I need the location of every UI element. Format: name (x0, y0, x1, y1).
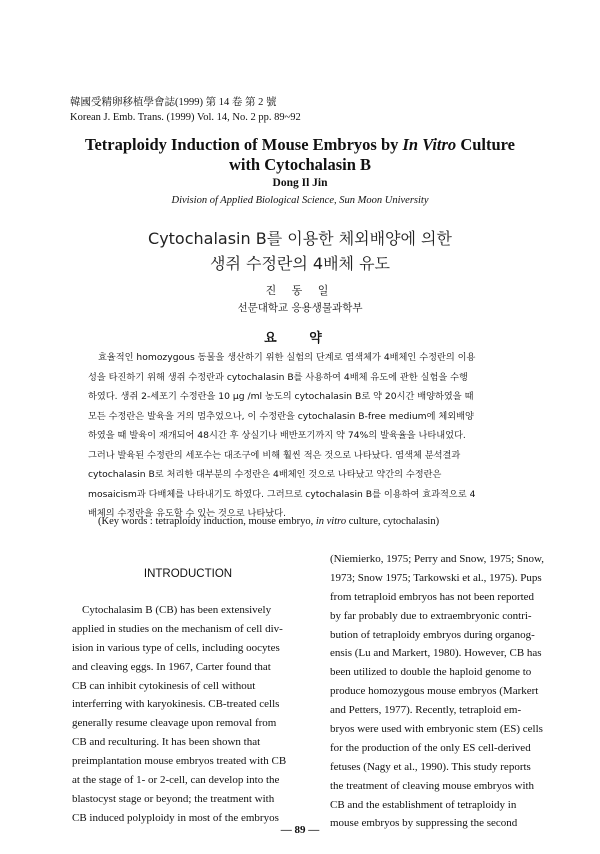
body-line: and Petters, 1977). Recently, tetraploid em- (330, 704, 522, 717)
left-column (72, 548, 304, 828)
body-line: bryos were used with embryonic stem (ES) cells (330, 723, 543, 736)
section-heading-introduction: INTRODUCTION (143, 568, 233, 580)
journal-line-english: Korean J. Emb. Trans. (1999) Vol. 14, No. 2 pp. 89~92 (70, 112, 301, 123)
abstract-line: 하였다. 생쥐 2-세포기 수정란을 10 μg /ml 농도의 cytochalasin B로 약 20시간 배양하였을 때 (88, 391, 474, 402)
right-column (330, 550, 564, 833)
abstract-line: 효율적인 homozygous 동물을 생산하기 위한 실험의 단계로 염색체가 4배체인 수정란의 이용 (98, 352, 476, 363)
body-line: been utilized to double the haploid genome to (330, 666, 532, 679)
body-line: from tetraploid embryos has not been reported (330, 590, 535, 603)
body-line: for the production of the only ES cell-derived (330, 741, 531, 754)
abstract-heading: 요 약 (264, 331, 336, 346)
body-line: bution of tetraploidy embryos during organog- (330, 628, 535, 641)
keywords-italic: in vitro (315, 516, 347, 527)
page-number: — 89 — (280, 824, 320, 836)
title-italic: In Vitro (402, 135, 457, 154)
body-line: 1973; Snow 1975; Tarkowski et al., 1975). Pups (330, 571, 542, 584)
body-line: CB and reculturing. It has been shown that (72, 736, 261, 749)
journal-header (70, 95, 301, 125)
abstract-line: cytochalasin B로 처리한 대부분의 수정란은 4배체인 것으로 나타났고 약간의 수정란은 (88, 469, 442, 480)
body-line: by far probably due to extraembryonic contri- (330, 609, 532, 622)
body-line: and cleaving eggs. In 1967, Carter found that (72, 660, 271, 673)
keywords (98, 516, 439, 527)
body-line: blastocyst stage or beyond; the treatment with (72, 792, 275, 805)
body-line: CB induced polyploidy in most of the embryos (72, 811, 279, 824)
body-line: applied in studies on the mechanism of cell div- (72, 622, 283, 635)
body-line: mouse embryos by suppressing the second (330, 817, 518, 830)
affiliation-korean: 선문대학교 응용생물과학부 (237, 302, 363, 314)
body-line: CB can inhibit cytokinesis of cell without (72, 679, 256, 692)
korean-title-line2: 생쥐 수정란의 4배체 유도 (210, 254, 390, 273)
body-line: preimplantation mouse embryos treated with CB (72, 755, 287, 768)
body-line: ision in various type of cells, including oocytes (72, 641, 280, 654)
body-line: (Niemierko, 1975; Perry and Snow, 1975; Snow, (330, 553, 544, 565)
journal-line-korean: 韓國受精卵移植學會誌(1999) 第 14 卷 第 2 號 (70, 97, 277, 108)
keywords-prefix: (Key words : tetraploidy induction, mouse embryo, (98, 516, 316, 527)
english-title (0, 135, 600, 175)
body-line: produce homozygous mouse embryos (Markert (330, 685, 539, 698)
abstract-line: 모든 수정란은 발육을 거의 멈추었으나, 이 수정란을 cytochalasin B-free medium에 체외배양 (88, 410, 474, 422)
korean-title-line1: Cytochalasin B를 이용한 체외배양에 의한 (148, 229, 452, 248)
abstract-line: 성을 타진하기 위해 생쥐 수정란과 cytochalasin B를 사용하여 4배체 유도에 관한 실험을 수행 (88, 371, 468, 383)
body-line: generally resume cleavage upon removal from (72, 717, 277, 730)
body-line: at the stage of 1- or 2-cell, can develop into the (72, 774, 280, 787)
abstract-line: 하였을 때 발육이 재개되어 48시간 후 상실기나 배반포기까지 약 74%의 발육율을 나타내었다. (88, 430, 466, 441)
author-english: Dong Il Jin (272, 177, 328, 189)
body-line: interferring with karyokinesis. CB-treated cells (72, 698, 280, 711)
body-line: ensis (Lu and Markert, 1980). However, CB has (330, 647, 542, 660)
abstract-line: mosaicism과 다배체를 나타내기도 하였다. 그러므로 cytochalasin B를 이용하여 효과적으로 4 (88, 488, 476, 500)
title-part1: Tetraploidy Induction of Mouse Embryos by (84, 135, 403, 154)
abstract-line: 그러나 발육된 수정란의 세포수는 대조구에 비해 훨씬 적은 것으로 나타났다. 염색체 분석결과 (88, 449, 461, 461)
korean-title (0, 226, 600, 276)
affiliation-english: Division of Applied Biological Science, Sun Moon University (171, 195, 429, 206)
title-part2: Culture (456, 135, 516, 154)
body-line: CB and the establishment of tetraploidy in (330, 798, 517, 811)
body-line: Cytochalasim B (CB) has been extensively (82, 604, 272, 616)
author-korean: 진 동 일 (265, 284, 335, 297)
body-line: fetuses (Nagy et al., 1990). This study reports (330, 760, 531, 773)
keywords-suffix: culture, cytochalasin) (346, 516, 440, 527)
abstract-line: 배체의 수정란을 유도할 수 있는 것으로 나타났다. (88, 508, 286, 519)
abstract-body (88, 348, 536, 524)
body-line: the treatment of cleaving mouse embryos with (330, 779, 535, 792)
title-line2: with Cytochalasin B (228, 155, 372, 174)
